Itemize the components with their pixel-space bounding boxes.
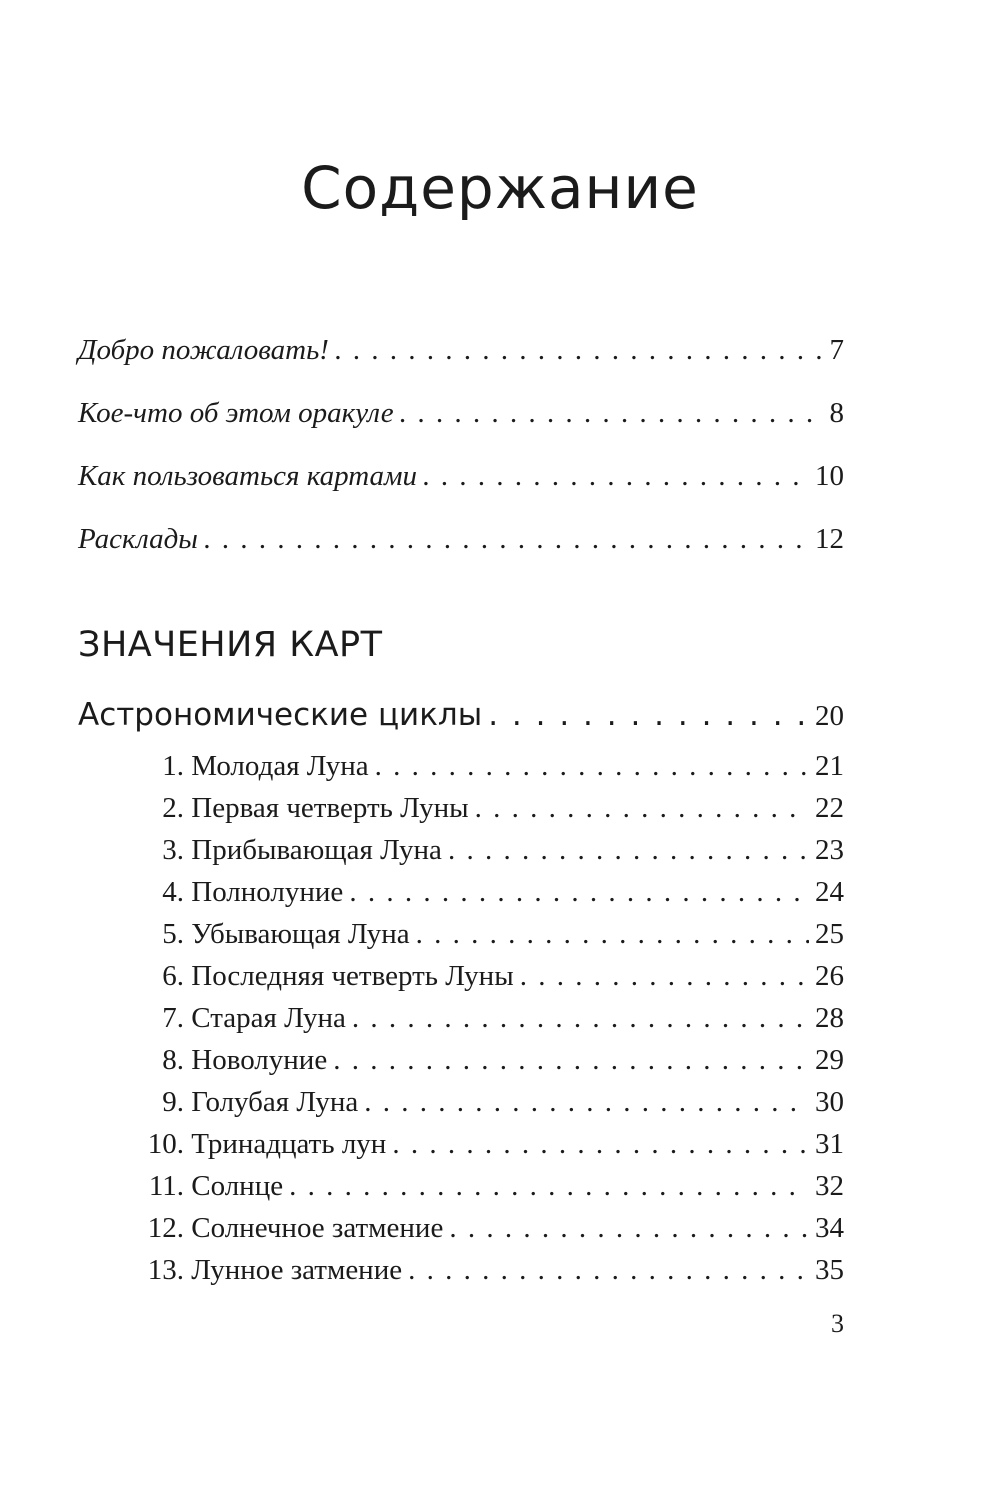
toc-entry-page: 24 [815,876,844,908]
toc-entry-text: Солнце [191,1170,284,1202]
toc-entry-text: Голубая Луна [191,1086,359,1118]
toc-entry-number: 3. [162,834,184,866]
toc-entry-number: 13. [147,1254,184,1286]
toc-entry-text: Первая четверть Луны [191,792,469,824]
toc-entry-page: 7 [829,334,844,366]
toc-entry-number: 5. [162,918,184,950]
toc-entry-welcome[interactable] [78,330,844,370]
toc-group-astronomical-cycles[interactable] [78,692,844,739]
dot-leader [204,519,809,559]
toc-entry[interactable] [130,746,844,786]
toc-entry-page: 34 [815,1212,844,1244]
toc-entry-number: 8. [162,1044,184,1076]
toc-entry-text: Новолуние [191,1044,328,1076]
toc-entry-title: Расклады [78,523,198,555]
toc-entry-title [130,1208,443,1248]
toc-entry-number: 11. [148,1170,184,1202]
dot-leader [423,456,809,496]
toc-entry-number: 2. [162,792,184,824]
dot-leader [448,830,809,870]
toc-entry[interactable] [130,1124,844,1164]
toc-entry-about-oracle[interactable] [78,393,844,433]
toc-entry-text: Полнолуние [191,876,344,908]
toc-entry-page: 35 [815,1254,844,1286]
toc-entry[interactable] [130,872,844,912]
toc-entry-title [130,1082,358,1122]
toc-entry-text: Лунное затмение [191,1254,403,1286]
dot-leader [352,998,809,1038]
toc-entry-title [130,1124,386,1164]
section-heading: ЗНАЧЕНИЯ КАРТ [78,625,383,665]
toc-entry-page: 28 [815,1002,844,1034]
toc-entry[interactable] [130,998,844,1038]
toc-entry-text: Убывающая Луна [191,918,410,950]
toc-entry-number: 4. [162,876,184,908]
toc-entry-page: 32 [815,1170,844,1202]
toc-entry-page: 23 [815,834,844,866]
dot-leader [488,692,809,738]
dot-leader [475,788,809,828]
toc-entry-page: 31 [815,1128,844,1160]
toc-group-title: Астрономические циклы [78,697,483,733]
toc-entry[interactable] [130,956,844,996]
toc-group-page: 20 [815,700,844,732]
dot-leader [349,872,809,912]
toc-entry-page: 22 [815,792,844,824]
toc-entry-text: Прибывающая Луна [191,834,442,866]
toc-entry[interactable] [130,914,844,954]
toc-entry-title: Как пользоваться картами [78,460,418,492]
toc-entry-page: 21 [815,750,844,782]
toc-entry-title: Кое-что об этом оракуле [78,397,394,429]
dot-leader [400,393,824,433]
dot-leader [333,1040,809,1080]
toc-entry-title [130,830,442,870]
toc-entry-text: Старая Луна [191,1002,346,1034]
toc-entry-number: 6. [162,960,184,992]
toc-entry-number: 10. [147,1128,184,1160]
dot-leader [392,1124,809,1164]
toc-entry-number: 12. [147,1212,184,1244]
dot-leader [408,1250,809,1290]
toc-entry-text: Тринадцать лун [191,1128,387,1160]
toc-entry-page: 30 [815,1086,844,1118]
page-number: 3 [831,1309,844,1338]
toc-entry[interactable] [130,1082,844,1122]
dot-leader [520,956,809,996]
toc-entry-title: Добро пожаловать! [78,334,329,366]
toc-entry-how-to-use[interactable] [78,456,844,496]
toc-entry[interactable] [130,830,844,870]
toc-entry-title [130,1250,402,1290]
toc-entry-page: 12 [815,523,844,555]
toc-entry-spreads[interactable] [78,519,844,559]
toc-entry-title [130,746,369,786]
toc-entry[interactable] [130,1040,844,1080]
toc-entry-text: Солнечное затмение [191,1212,444,1244]
toc-entry-text: Последняя четверть Луны [191,960,514,992]
toc-entry-title [130,956,514,996]
dot-leader [449,1208,809,1248]
toc-entry-title [130,872,343,912]
dot-leader [416,914,809,954]
dot-leader [335,330,824,370]
toc-entry-number: 9. [162,1086,184,1118]
dot-leader [375,746,809,786]
toc-entry-page: 26 [815,960,844,992]
toc-entry-number: 1. [162,750,184,782]
page-title: Содержание [301,154,699,222]
toc-entry-title [130,1040,327,1080]
dot-leader [364,1082,809,1122]
toc-entry-page: 10 [815,460,844,492]
toc-entry[interactable] [130,788,844,828]
toc-entry-title [130,1166,283,1206]
dot-leader [289,1166,809,1206]
toc-entry[interactable] [130,1250,844,1290]
toc-entry-title [130,914,410,954]
toc-entry[interactable] [130,1166,844,1206]
toc-entry-page: 8 [829,397,844,429]
toc-entry[interactable] [130,1208,844,1248]
toc-entry-page: 25 [815,918,844,950]
toc-entry-title [130,788,469,828]
toc-entry-number: 7. [162,1002,184,1034]
toc-entry-page: 29 [815,1044,844,1076]
toc-entry-title [130,998,346,1038]
toc-entry-text: Молодая Луна [191,750,369,782]
